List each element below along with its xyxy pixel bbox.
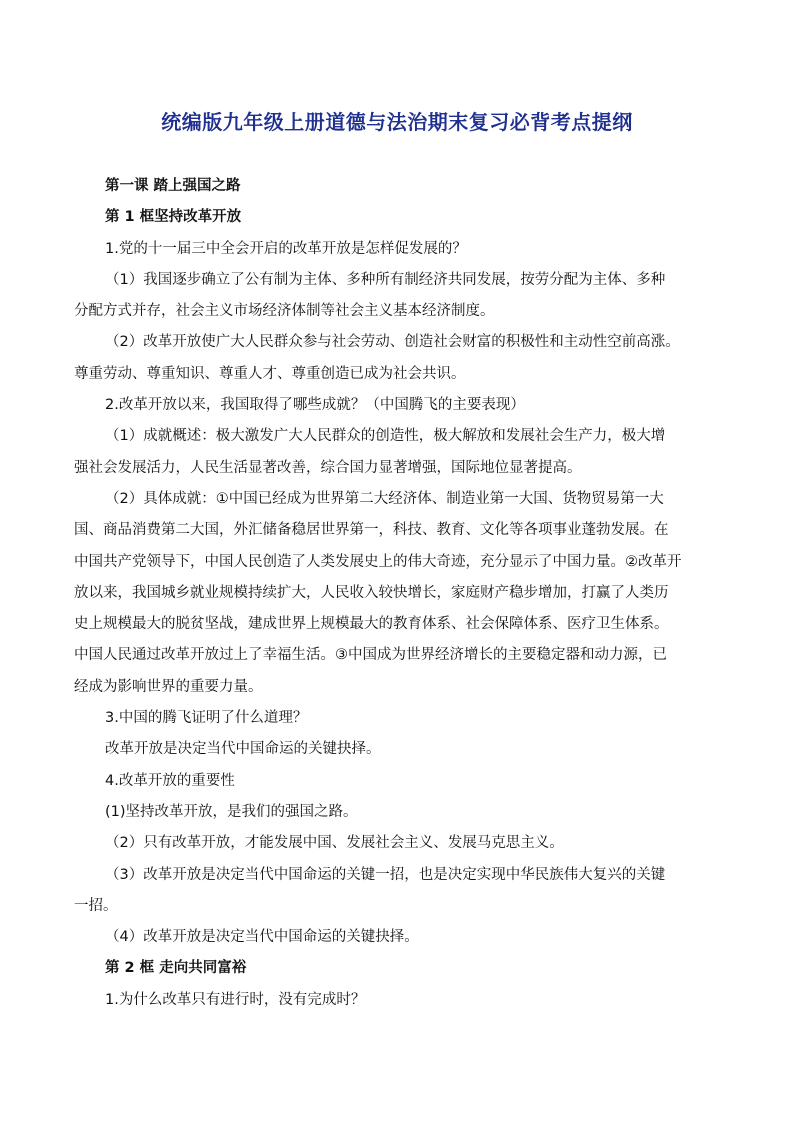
answer-line: 改革开放是决定当代中国命运的关键抉择。: [105, 741, 381, 758]
answer-line: 史上规模最大的脱贫坚战，建成世界上规模最大的教育体系、社会保障体系、医疗卫生体系。: [74, 616, 669, 633]
answer-line: （4）改革开放是决定当代中国命运的关键抉择。: [105, 929, 419, 946]
document-title: 统编版九年级上册道德与法治期末复习必背考点提纲: [161, 110, 633, 134]
document-body: [74, 171, 734, 1016]
answer-line: (1)坚持改革开放，是我们的强国之路。: [105, 803, 358, 820]
answer-line: （1）我国逐步确立了公有制为主体、多种所有制经济共同发展，按劳分配为主体、多种: [105, 271, 666, 288]
answer-line: 放以来，我国城乡就业规模持续扩大，人民收入较快增长，家庭财产稳步增加，打赢了人类历: [74, 584, 669, 601]
section-heading: 第 1 框坚持改革开放: [105, 209, 242, 226]
answer-line: （2）改革开放使广大人民群众参与社会劳动、创造社会财富的积极性和主动性空前高涨。: [105, 334, 680, 351]
answer-line: 经成为影响世界的重要力量。: [74, 678, 263, 695]
answer-line: （1）成就概述：极大激发广大人民群众的创造性，极大解放和发展社会生产力，极大增: [105, 428, 666, 445]
answer-line: 分配方式并存，社会主义市场经济体制等社会主义基本经济制度。: [74, 303, 495, 320]
answer-line: 中国共产党领导下，中国人民创造了人类发展史上的伟大奇迹，充分显示了中国力量。②改革开: [74, 553, 682, 570]
answer-line: 一招。: [74, 897, 118, 914]
question: 3.中国的腾飞证明了什么道理？: [105, 710, 308, 727]
answer-line: 国、商品消费第二大国，外汇储备稳居世界第一，科技、教育、文化等各项事业蓬勃发展。在: [74, 522, 669, 539]
answer-line: （3）改革开放是决定当代中国命运的关键一招，也是决定实现中华民族伟大复兴的关键: [105, 866, 666, 883]
answer-line: 强社会发展活力，人民生活显著改善，综合国力显著增强，国际地位显著提高。: [74, 459, 582, 476]
question: 1.党的十一届三中全会开启的改革开放是怎样促发展的？: [105, 240, 467, 257]
answer-line: 尊重劳动、尊重知识、尊重人才、尊重创造已成为社会共识。: [74, 365, 466, 382]
answer-line: 中国人民通过改革开放过上了幸福生活。③中国成为世界经济增长的主要稳定器和动力源，已: [74, 647, 667, 664]
answer-line: （2）具体成就：①中国已经成为世界第二大经济体、制造业第一大国、货物贸易第一大: [105, 490, 664, 507]
answer-line: （2）只有改革开放，才能发展中国、发展社会主义、发展马克思主义。: [105, 835, 564, 852]
question: 4.改革开放的重要性: [105, 772, 235, 789]
question: 2.改革开放以来，我国取得了哪些成就？（中国腾飞的主要表现）: [105, 397, 525, 414]
section-heading: 第 2 框 走向共同富裕: [105, 960, 247, 977]
lesson-heading: 第一课 踏上强国之路: [105, 178, 241, 194]
question: 1.为什么改革只有进行时，没有完成时？: [105, 991, 366, 1008]
